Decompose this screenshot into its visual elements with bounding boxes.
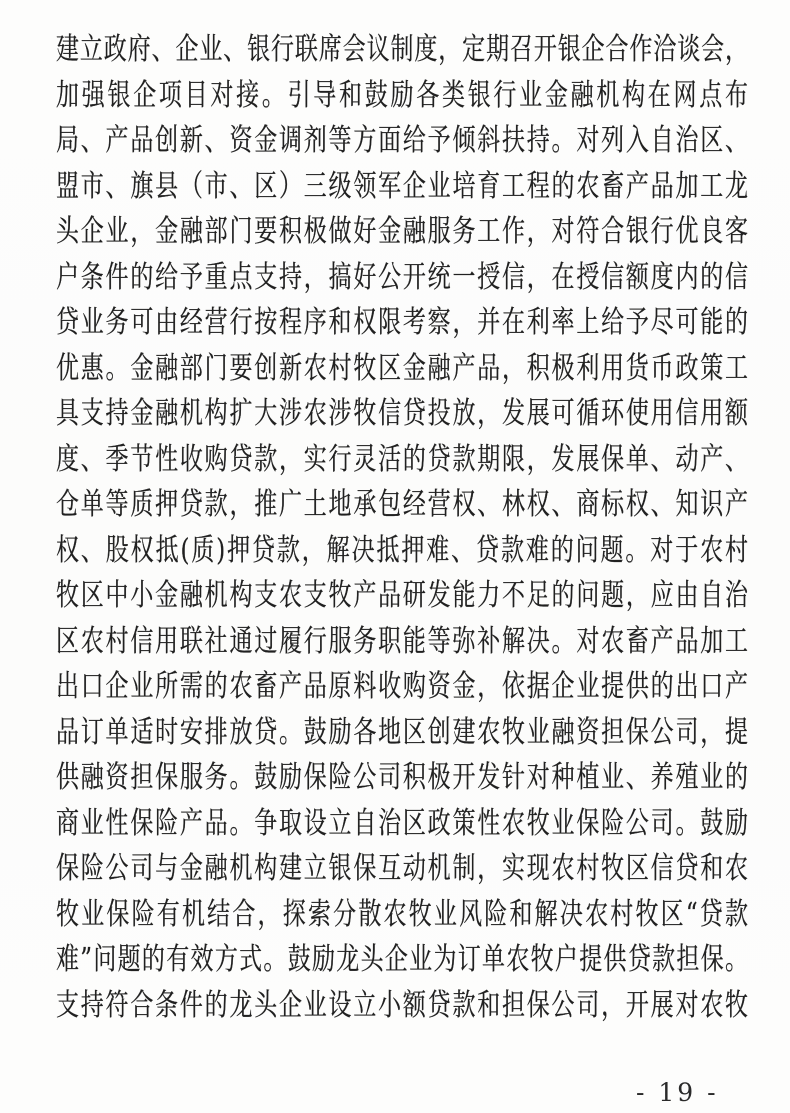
page-number: - 19 - (636, 1078, 719, 1107)
text-line: 头企业，金融部门要积极做好金融服务工作，对符合银行优良客 (56, 214, 748, 249)
text-line: 区农村信用联社通过履行服务职能等弥补解决。对农畜产品加工 (56, 624, 748, 659)
text-line: 度、季节性收购贷款，实行灵活的贷款期限，发展保单、动产、 (56, 442, 748, 477)
text-line: 仓单等质押贷款，推广土地承包经营权、林权、商标权、知识产 (56, 487, 748, 522)
text-line: 建立政府、企业、银行联席会议制度，定期召开银企合作洽谈会， (56, 32, 748, 67)
text-line: 加强银企项目对接。引导和鼓励各类银行业金融机构在网点布 (56, 78, 748, 113)
text-line: 品订单适时安排放贷。鼓励各地区创建农牧业融资担保公司，提 (56, 715, 748, 750)
text-line: 商业性保险产品。争取设立自治区政策性农牧业保险公司。鼓励 (56, 806, 748, 841)
text-line: 牧业保险有机结合，探索分散农牧业风险和解决农村牧区“贷款 (56, 897, 748, 932)
text-line: 难”问题的有效方式。鼓励龙头企业为订单农牧户提供贷款担保。 (56, 942, 748, 977)
text-line: 户条件的给予重点支持，搞好公开统一授信，在授信额度内的信 (56, 260, 748, 295)
text-line: 局、产品创新、资金调剂等方面给予倾斜扶持。对列入自治区、 (56, 123, 748, 158)
text-line: 支持符合条件的龙头企业设立小额贷款和担保公司，开展对农牧 (56, 988, 748, 1023)
text-line: 贷业务可由经营行按程序和权限考察，并在利率上给予尽可能的 (56, 305, 748, 340)
text-line: 盟市、旗县（市、区）三级领军企业培育工程的农畜产品加工龙 (56, 169, 748, 204)
text-line: 优惠。金融部门要创新农村牧区金融产品，积极利用货币政策工 (56, 351, 748, 386)
text-line: 供融资担保服务。鼓励保险公司积极开发针对种植业、养殖业的 (56, 760, 748, 795)
text-line: 保险公司与金融机构建立银保互动机制，实现农村牧区信贷和农 (56, 851, 748, 886)
text-line: 出口企业所需的农畜产品原料收购资金，依据企业提供的出口产 (56, 669, 748, 704)
body-text (56, 28, 748, 1029)
text-line: 权、股权抵(质)押贷款，解决抵押难、贷款难的问题。对于农村 (56, 533, 748, 568)
text-line: 具支持金融机构扩大涉农涉牧信贷投放，发展可循环使用信用额 (56, 396, 748, 431)
text-line: 牧区中小金融机构支农支牧产品研发能力不足的问题，应由自治 (56, 578, 748, 613)
